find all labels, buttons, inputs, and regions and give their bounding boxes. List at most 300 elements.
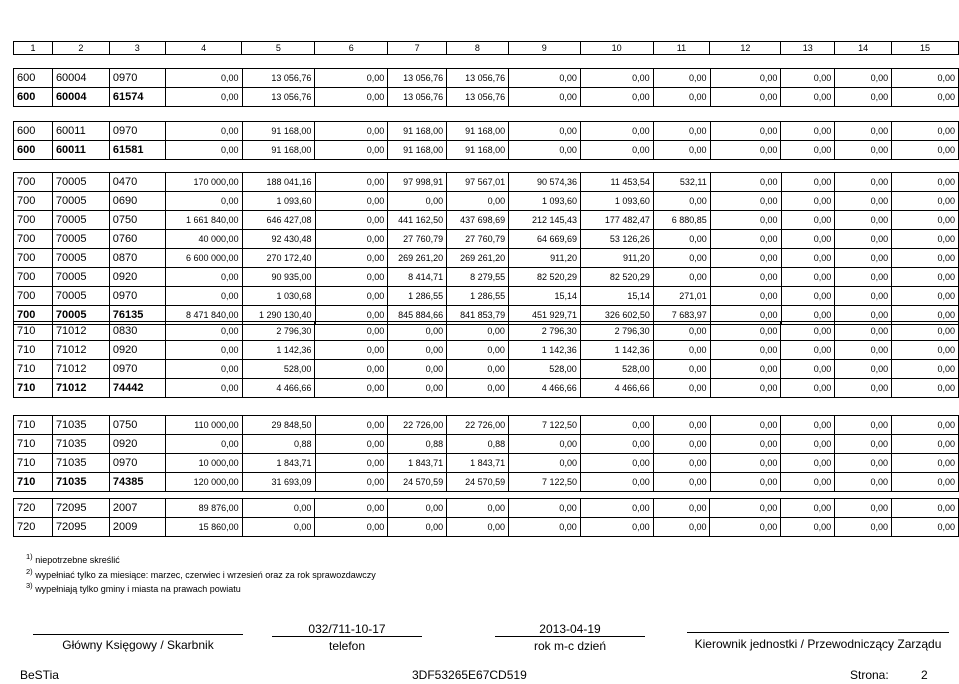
table-row [14, 211, 959, 230]
cell-paragraf: 61581 [109, 141, 165, 160]
cell-amount: 0,00 [165, 192, 242, 211]
cell-dzial: 700 [14, 287, 53, 306]
cell-amount: 0,00 [388, 192, 447, 211]
table-row [14, 322, 959, 341]
accountant-signature-line [33, 634, 243, 635]
cell-paragraf: 2009 [109, 518, 165, 537]
cell-amount: 0,00 [710, 322, 781, 341]
cell-amount: 0,00 [781, 518, 835, 537]
cell-dzial: 720 [14, 499, 53, 518]
cell-amount: 0,00 [835, 306, 892, 325]
cell-amount: 0,00 [315, 360, 388, 379]
cell-amount: 0,00 [447, 341, 509, 360]
cell-amount: 0,00 [710, 341, 781, 360]
cell-paragraf: 0920 [109, 341, 165, 360]
cell-amount: 2 796,30 [242, 322, 315, 341]
cell-amount: 0,00 [315, 268, 388, 287]
cell-amount: 0,00 [835, 499, 892, 518]
cell-amount: 0,00 [165, 141, 242, 160]
cell-amount: 528,00 [508, 360, 580, 379]
cell-amount: 53 126,26 [580, 230, 653, 249]
cell-amount: 0,00 [315, 322, 388, 341]
cell-amount: 24 570,59 [447, 473, 509, 492]
cell-amount: 0,00 [653, 454, 710, 473]
cell-paragraf: 76135 [109, 306, 165, 325]
cell-rozdzial: 72095 [52, 499, 109, 518]
cell-amount: 0,00 [509, 454, 581, 473]
cell-paragraf: 0970 [109, 122, 165, 141]
cell-amount: 0,00 [835, 192, 892, 211]
cell-amount: 0,00 [781, 173, 835, 192]
cell-amount: 0,00 [781, 499, 835, 518]
cell-dzial: 600 [14, 141, 53, 160]
cell-amount: 7 122,50 [509, 473, 581, 492]
cell-amount: 0,00 [710, 211, 781, 230]
cell-amount: 0,00 [653, 268, 710, 287]
cell-amount: 1 286,55 [388, 287, 447, 306]
cell-amount: 646 427,08 [242, 211, 315, 230]
cell-amount: 0,00 [165, 360, 242, 379]
cell-amount: 0,00 [315, 435, 388, 454]
cell-amount: 27 760,79 [447, 230, 509, 249]
cell-amount: 0,00 [835, 416, 892, 435]
cell-amount: 0,00 [892, 518, 959, 537]
cell-amount: 0,00 [165, 268, 242, 287]
page-number: 2 [921, 668, 928, 682]
cell-amount: 27 760,79 [388, 230, 447, 249]
cell-paragraf: 0970 [109, 454, 165, 473]
cell-amount: 0,00 [165, 122, 242, 141]
cell-amount: 0,00 [165, 287, 242, 306]
cell-amount: 177 482,47 [580, 211, 653, 230]
cell-amount: 24 570,59 [388, 473, 447, 492]
cell-amount: 528,00 [580, 360, 653, 379]
cell-amount: 0,00 [653, 141, 710, 160]
cell-amount: 11 453,54 [580, 173, 653, 192]
column-number-11: 11 [653, 42, 710, 55]
column-number-12: 12 [710, 42, 781, 55]
page-label: Strona: [850, 668, 889, 682]
table-row [14, 416, 959, 435]
cell-amount: 1 843,71 [388, 454, 447, 473]
cell-amount: 0,00 [509, 122, 581, 141]
cell-amount: 40 000,00 [165, 230, 242, 249]
cell-amount: 0,00 [165, 341, 242, 360]
cell-amount: 0,00 [315, 173, 388, 192]
cell-amount: 0,00 [315, 454, 388, 473]
cell-amount: 0,00 [315, 69, 388, 88]
cell-amount: 0,00 [710, 306, 781, 325]
cell-amount: 0,00 [781, 454, 835, 473]
cell-amount: 4 466,66 [508, 379, 580, 398]
cell-amount: 0,00 [781, 341, 835, 360]
cell-amount: 0,00 [835, 69, 892, 88]
accountant-label: Główny Księgowy / Skarbnik [62, 638, 214, 652]
cell-dzial: 710 [14, 322, 53, 341]
column-number-10: 10 [580, 42, 653, 55]
cell-rozdzial: 71035 [52, 416, 109, 435]
cell-amount: 97 998,91 [388, 173, 447, 192]
cell-paragraf: 0760 [109, 230, 165, 249]
cell-amount: 1 843,71 [242, 454, 315, 473]
cell-dzial: 710 [14, 454, 53, 473]
cell-amount: 0,00 [580, 499, 653, 518]
cell-amount: 0,00 [892, 141, 959, 160]
column-number-15: 15 [892, 42, 959, 55]
cell-amount: 13 056,76 [447, 88, 509, 107]
cell-amount: 0,00 [315, 341, 388, 360]
footnote-3: $^{3)}$ wypełniają tylko gminy i miasta na prawach powiatu [26, 581, 241, 594]
cell-rozdzial: 70005 [52, 173, 109, 192]
cell-amount: 0,00 [892, 416, 959, 435]
cell-paragraf: 0690 [109, 192, 165, 211]
cell-amount: 0,00 [835, 211, 892, 230]
head-label: Kierownik jednostki / Przewodniczący Zarządu [694, 637, 942, 651]
cell-dzial: 720 [14, 518, 53, 537]
cell-rozdzial: 71012 [52, 379, 109, 398]
cell-paragraf: 74385 [109, 473, 165, 492]
cell-amount: 0,00 [835, 230, 892, 249]
budget-table-group [13, 321, 959, 398]
cell-amount: 7 122,50 [509, 416, 581, 435]
cell-amount: 0,00 [710, 268, 781, 287]
cell-amount: 1 093,60 [580, 192, 653, 211]
table-row [14, 88, 959, 107]
table-row [14, 192, 959, 211]
cell-amount: 0,00 [835, 518, 892, 537]
document-code: 3DF53265E67CD519 [412, 668, 527, 682]
cell-paragraf: 0920 [109, 435, 165, 454]
phone-value: 032/711-10-17 [308, 622, 386, 636]
cell-amount: 0,00 [315, 122, 388, 141]
cell-amount: 0,00 [892, 454, 959, 473]
cell-amount: 0,00 [835, 435, 892, 454]
cell-amount: 91 168,00 [447, 122, 509, 141]
cell-amount: 2 796,30 [580, 322, 653, 341]
cell-amount: 0,00 [710, 88, 781, 107]
cell-amount: 0,00 [447, 499, 509, 518]
cell-amount: 1 093,60 [242, 192, 315, 211]
cell-dzial: 710 [14, 341, 53, 360]
column-number-1: 1 [14, 42, 53, 55]
cell-amount: 0,00 [315, 192, 388, 211]
cell-amount: 0,00 [653, 341, 710, 360]
cell-amount: 31 693,09 [242, 473, 315, 492]
cell-dzial: 700 [14, 306, 53, 325]
cell-amount: 0,00 [653, 322, 710, 341]
cell-amount: 91 168,00 [242, 122, 315, 141]
cell-rozdzial: 71035 [52, 454, 109, 473]
cell-amount: 90 574,36 [509, 173, 581, 192]
cell-dzial: 710 [14, 360, 53, 379]
cell-amount: 0,00 [653, 499, 710, 518]
cell-amount: 15 860,00 [165, 518, 242, 537]
cell-paragraf: 0970 [109, 287, 165, 306]
cell-amount: 7 683,97 [653, 306, 710, 325]
cell-amount: 0,00 [835, 287, 892, 306]
cell-amount: 0,00 [892, 211, 959, 230]
table-row [14, 141, 959, 160]
cell-amount: 0,00 [388, 379, 447, 398]
cell-paragraf: 0830 [109, 322, 165, 341]
cell-amount: 0,00 [835, 268, 892, 287]
cell-amount: 0,00 [580, 518, 653, 537]
cell-amount: 532,11 [653, 173, 710, 192]
cell-amount: 269 261,20 [388, 249, 447, 268]
cell-amount: 0,00 [781, 249, 835, 268]
head-signature-line [687, 632, 949, 633]
cell-amount: 1 093,60 [509, 192, 581, 211]
cell-amount: 0,00 [710, 435, 781, 454]
date-label: rok m-c dzień [533, 639, 607, 653]
cell-amount: 0,00 [710, 141, 781, 160]
table-row [14, 287, 959, 306]
cell-amount: 0,00 [653, 69, 710, 88]
cell-rozdzial: 70005 [52, 192, 109, 211]
cell-amount: 0,00 [892, 499, 959, 518]
cell-amount: 0,00 [781, 416, 835, 435]
cell-amount: 271,01 [653, 287, 710, 306]
cell-amount: 6 880,85 [653, 211, 710, 230]
cell-amount: 4 466,66 [580, 379, 653, 398]
cell-dzial: 710 [14, 379, 53, 398]
cell-amount: 0,00 [781, 306, 835, 325]
cell-amount: 8 471 840,00 [165, 306, 242, 325]
cell-amount: 0,00 [315, 473, 388, 492]
cell-amount: 0,00 [835, 360, 892, 379]
cell-amount: 0,00 [388, 341, 447, 360]
cell-amount: 0,00 [892, 379, 959, 398]
phone-line [272, 636, 422, 637]
column-number-13: 13 [781, 42, 835, 55]
cell-amount: 0,00 [835, 379, 892, 398]
cell-amount: 0,00 [892, 122, 959, 141]
cell-amount: 528,00 [242, 360, 315, 379]
cell-amount: 0,00 [580, 473, 653, 492]
table-row [14, 268, 959, 287]
cell-amount: 911,20 [580, 249, 653, 268]
cell-amount: 4 466,66 [242, 379, 315, 398]
cell-amount: 451 929,71 [509, 306, 581, 325]
cell-amount: 0,00 [165, 88, 242, 107]
cell-amount: 0,00 [710, 230, 781, 249]
cell-amount: 0,00 [710, 379, 781, 398]
cell-dzial: 710 [14, 473, 53, 492]
cell-amount: 0,00 [315, 306, 388, 325]
phone-label: telefon [328, 639, 366, 653]
cell-amount: 91 168,00 [388, 141, 447, 160]
table-row [14, 249, 959, 268]
cell-amount: 841 853,79 [447, 306, 509, 325]
cell-amount: 0,00 [388, 322, 447, 341]
cell-dzial: 600 [14, 88, 53, 107]
cell-amount: 0,00 [892, 173, 959, 192]
cell-rozdzial: 70005 [52, 230, 109, 249]
cell-amount: 0,00 [165, 435, 242, 454]
cell-amount: 0,00 [835, 454, 892, 473]
cell-amount: 0,00 [315, 211, 388, 230]
cell-amount: 0,00 [509, 435, 581, 454]
cell-amount: 0,00 [781, 122, 835, 141]
cell-rozdzial: 70005 [52, 268, 109, 287]
cell-amount: 0,00 [653, 518, 710, 537]
cell-amount: 0,00 [315, 287, 388, 306]
cell-amount: 13 056,76 [242, 69, 315, 88]
cell-amount: 0,00 [892, 69, 959, 88]
app-name: BeSTia [20, 668, 59, 682]
cell-dzial: 600 [14, 122, 53, 141]
cell-amount: 0,00 [653, 192, 710, 211]
cell-amount: 13 056,76 [447, 69, 509, 88]
cell-rozdzial: 72095 [52, 518, 109, 537]
cell-paragraf: 0970 [109, 360, 165, 379]
cell-amount: 0,00 [710, 192, 781, 211]
cell-amount: 0,00 [580, 69, 653, 88]
cell-amount: 0,00 [315, 499, 388, 518]
cell-amount: 0,00 [835, 249, 892, 268]
cell-dzial: 700 [14, 230, 53, 249]
cell-rozdzial: 70005 [52, 211, 109, 230]
cell-amount: 8 414,71 [388, 268, 447, 287]
cell-dzial: 700 [14, 211, 53, 230]
table-row [14, 435, 959, 454]
cell-amount: 0,00 [580, 141, 653, 160]
cell-dzial: 700 [14, 173, 53, 192]
cell-amount: 0,00 [710, 287, 781, 306]
cell-dzial: 700 [14, 268, 53, 287]
budget-table-group [13, 498, 959, 537]
cell-amount: 0,88 [388, 435, 447, 454]
cell-amount: 0,00 [580, 122, 653, 141]
cell-amount: 0,00 [710, 416, 781, 435]
cell-amount: 92 430,48 [242, 230, 315, 249]
cell-amount: 64 669,69 [509, 230, 581, 249]
cell-amount: 0,00 [781, 88, 835, 107]
cell-amount: 0,00 [315, 518, 388, 537]
cell-amount: 0,00 [447, 518, 509, 537]
cell-amount: 15,14 [580, 287, 653, 306]
cell-amount: 0,00 [710, 360, 781, 379]
cell-amount: 0,00 [388, 360, 447, 379]
cell-amount: 0,00 [892, 287, 959, 306]
cell-amount: 0,00 [781, 473, 835, 492]
cell-amount: 0,00 [710, 518, 781, 537]
column-number-9: 9 [508, 42, 580, 55]
cell-amount: 0,00 [710, 473, 781, 492]
cell-amount: 97 567,01 [447, 173, 509, 192]
cell-amount: 0,00 [165, 379, 242, 398]
cell-amount: 0,00 [165, 69, 242, 88]
cell-paragraf: 2007 [109, 499, 165, 518]
cell-amount: 0,00 [653, 416, 710, 435]
cell-paragraf: 74442 [109, 379, 165, 398]
cell-amount: 0,00 [781, 287, 835, 306]
cell-amount: 1 030,68 [242, 287, 315, 306]
cell-paragraf: 0870 [109, 249, 165, 268]
cell-amount: 91 168,00 [447, 141, 509, 160]
cell-amount: 170 000,00 [165, 173, 242, 192]
cell-amount: 0,00 [447, 322, 509, 341]
cell-amount: 0,00 [509, 141, 581, 160]
cell-amount: 13 056,76 [242, 88, 315, 107]
cell-amount: 0,00 [388, 499, 447, 518]
column-number-header [13, 41, 959, 55]
cell-rozdzial: 70005 [52, 249, 109, 268]
cell-amount: 29 848,50 [242, 416, 315, 435]
cell-amount: 0,00 [580, 416, 653, 435]
cell-amount: 0,00 [710, 249, 781, 268]
cell-amount: 0,00 [653, 360, 710, 379]
cell-rozdzial: 71012 [52, 322, 109, 341]
cell-amount: 0,00 [781, 360, 835, 379]
budget-table-group [13, 68, 959, 107]
table-row [14, 454, 959, 473]
cell-amount: 0,00 [580, 454, 653, 473]
cell-amount: 0,00 [165, 322, 242, 341]
cell-amount: 8 279,55 [447, 268, 509, 287]
cell-amount: 188 041,16 [242, 173, 315, 192]
cell-amount: 0,00 [835, 141, 892, 160]
footnote-2: $^{2)}$ wypełniać tylko za miesiące: marzec, czerwiec i wrzesień oraz za rok sprawozdawczy [26, 567, 376, 580]
cell-amount: 10 000,00 [165, 454, 242, 473]
column-number-6: 6 [315, 42, 388, 55]
cell-amount: 22 726,00 [388, 416, 447, 435]
footnote-1: $^{1)}$ niepotrzebne skreślić [26, 552, 120, 565]
cell-amount: 270 172,40 [242, 249, 315, 268]
budget-table-group [13, 172, 959, 325]
cell-amount: 0,00 [447, 379, 509, 398]
cell-amount: 326 602,50 [580, 306, 653, 325]
cell-paragraf: 0750 [109, 211, 165, 230]
cell-amount: 0,00 [653, 379, 710, 398]
cell-amount: 0,00 [315, 249, 388, 268]
cell-amount: 0,00 [781, 268, 835, 287]
table-row [14, 360, 959, 379]
cell-amount: 0,00 [242, 499, 315, 518]
column-number-14: 14 [835, 42, 892, 55]
cell-amount: 1 843,71 [447, 454, 509, 473]
cell-amount: 0,00 [710, 173, 781, 192]
cell-amount: 0,00 [580, 88, 653, 107]
cell-amount: 0,00 [835, 322, 892, 341]
column-number-3: 3 [109, 42, 165, 55]
cell-amount: 0,00 [447, 192, 509, 211]
cell-amount: 0,00 [653, 249, 710, 268]
table-row [14, 379, 959, 398]
cell-amount: 441 162,50 [388, 211, 447, 230]
cell-amount: 0,00 [892, 88, 959, 107]
cell-amount: 212 145,43 [509, 211, 581, 230]
cell-amount: 269 261,20 [447, 249, 509, 268]
cell-amount: 0,00 [710, 499, 781, 518]
cell-amount: 0,00 [710, 69, 781, 88]
column-number-4: 4 [165, 42, 242, 55]
footnotes [26, 552, 376, 594]
cell-amount: 0,00 [835, 173, 892, 192]
cell-amount: 0,00 [509, 69, 581, 88]
cell-amount: 0,00 [781, 322, 835, 341]
column-number-2: 2 [52, 42, 109, 55]
cell-amount: 90 935,00 [242, 268, 315, 287]
cell-amount: 6 600 000,00 [165, 249, 242, 268]
cell-rozdzial: 60011 [52, 122, 109, 141]
cell-amount: 0,00 [781, 435, 835, 454]
cell-paragraf: 0970 [109, 69, 165, 88]
cell-amount: 0,00 [835, 88, 892, 107]
cell-amount: 0,00 [509, 88, 581, 107]
cell-amount: 0,00 [892, 230, 959, 249]
cell-amount: 0,00 [892, 249, 959, 268]
